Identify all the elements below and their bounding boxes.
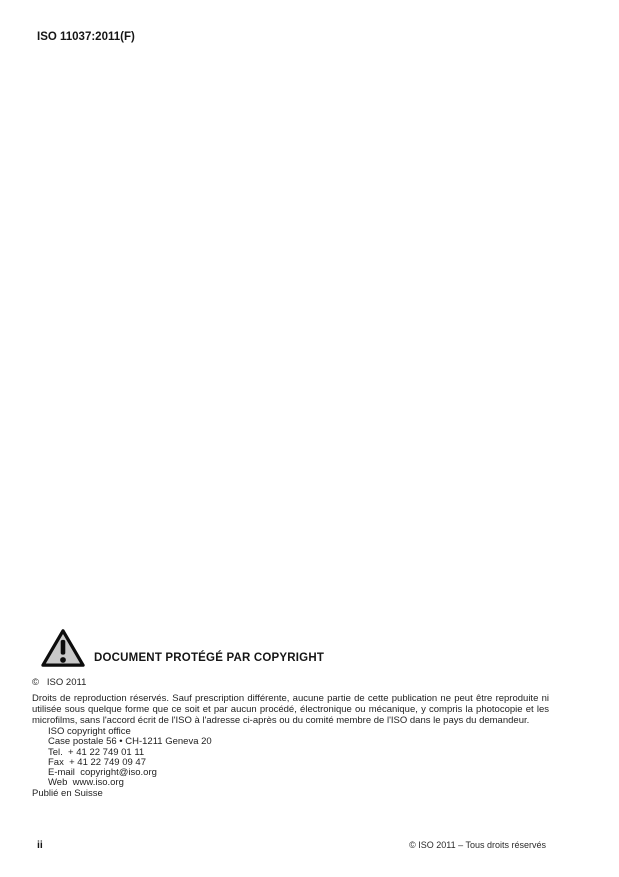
footer-copyright-text: © ISO 2011 – Tous droits réservés [409, 840, 546, 850]
address-line-office: ISO copyright office [48, 726, 131, 737]
iso-address-block [48, 727, 212, 789]
address-line-fax: Fax + 41 22 749 09 47 [48, 756, 146, 768]
copyright-body-text: Droits de reproduction réservés. Sauf prescription différente, aucune partie de cette publication ne peut être reproduite ni utilisée sous quelque forme que ce soit et par aucun procédé, électronique ou mécanique, y compris la photocopie et les microfilms, sans l'accord écrit de l'ISO à l'adresse ci-après ou du comité membre de l'ISO dans le pays du demandeur. [32, 693, 549, 726]
footer-page-number: ii [37, 839, 43, 851]
copyright-notice-title: DOCUMENT PROTÉGÉ PAR COPYRIGHT [94, 652, 325, 664]
document-reference: ISO 11037:2011(F) [37, 31, 135, 43]
address-line-postal: Case postale 56 • CH-1211 Geneva 20 [48, 736, 212, 748]
address-line-web: Web www.iso.org [48, 777, 124, 789]
address-line-tel: Tel. + 41 22 749 01 11 [48, 746, 145, 758]
copyright-year-line: © ISO 2011 [32, 677, 87, 688]
address-line-email: E-mail copyright@iso.org [48, 767, 157, 779]
warning-triangle-icon [40, 627, 86, 669]
published-in-line: Publié en Suisse [32, 788, 103, 799]
